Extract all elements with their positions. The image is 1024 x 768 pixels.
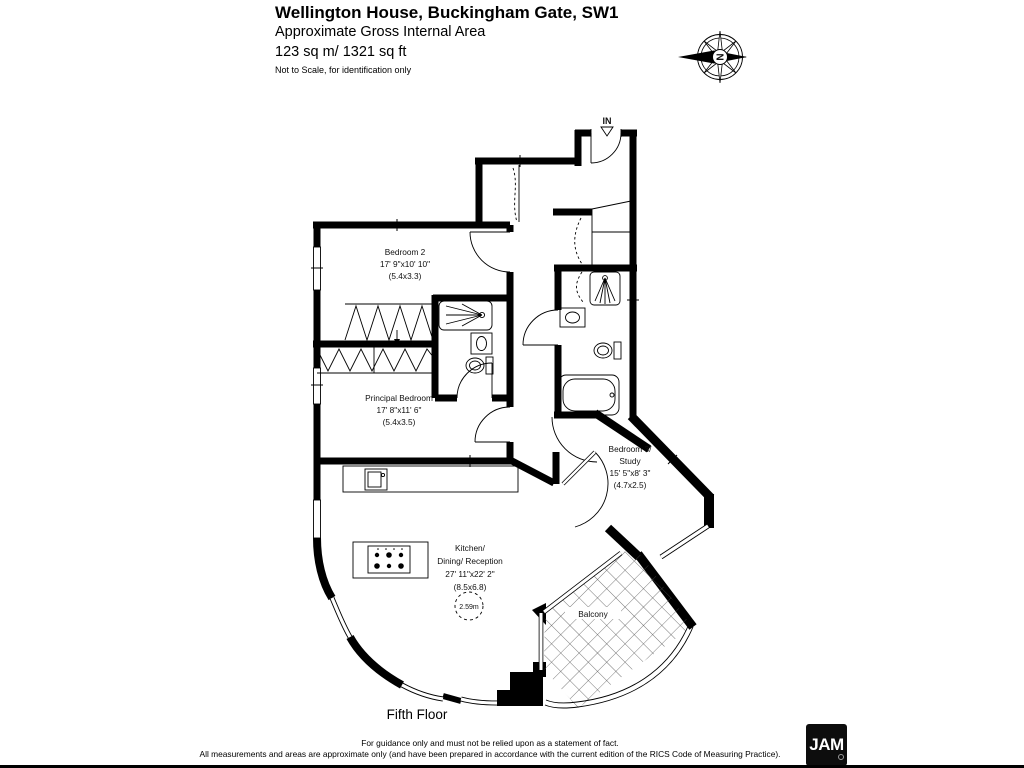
bedroom2-dims-m: (5.4x3.3) [388, 271, 422, 281]
balcony-label: Balcony [578, 609, 608, 619]
entrance-label: IN [602, 116, 612, 126]
hob-icon [368, 546, 410, 573]
bedroom3-label2: Study [619, 456, 641, 466]
kitchen-label2: Dining/ Reception [437, 556, 503, 566]
dimension-ticks [311, 155, 677, 467]
bathroom-fixtures [559, 272, 621, 415]
footer-line1: For guidance only and must not be relied upon as a statement of fact. [361, 738, 619, 748]
header-subtitle: Approximate Gross Internal Area [275, 24, 486, 41]
balcony-area [541, 551, 693, 708]
hob-burners [374, 548, 404, 569]
shower-tray-icon [439, 301, 492, 330]
page-title: Wellington House, Buckingham Gate, SW1 [275, 3, 619, 22]
compass-rose [678, 31, 747, 83]
ensuite-fixtures [439, 301, 493, 374]
entrance-arrow-icon [601, 127, 613, 136]
bedroom2-label: Bedroom 2 [384, 247, 426, 257]
kitchen-dims-ft: 27' 11"x22' 2" [445, 569, 495, 579]
bedroom2-dims-ft: 17' 9"x10' 10" [379, 259, 431, 269]
bedroom3-dims-m: (4.7x2.5) [613, 480, 647, 490]
toilet-icon [614, 342, 621, 359]
header-note: Not to Scale, for identification only [275, 65, 412, 76]
wardrobe-bedroom2 [345, 304, 434, 342]
registered-mark-icon [838, 754, 844, 760]
sink-icon [560, 308, 585, 327]
principal-bedroom-dims-m: (5.4x3.5) [382, 417, 416, 427]
principal-bedroom-label: Principal Bedroom [365, 393, 433, 403]
ceiling-height-label: 2.59m [459, 604, 479, 611]
bedroom3-label: Bedroom 3/ [608, 444, 652, 454]
header-area: 123 sq m/ 1321 sq ft [275, 43, 407, 60]
footer-line2: All measurements and areas are approximate only (and have been prepared in accordance with the current edition of the RICS Code of Measuring Practice). [199, 749, 781, 760]
entrance [601, 116, 613, 136]
jam-logo [806, 724, 847, 766]
jam-logo-text: JAM [809, 735, 844, 754]
kitchen-dims-m: (8.5x6.8) [453, 582, 487, 592]
bedroom3-dims-ft: 15' 5"x8' 3" [609, 468, 651, 478]
wall-corner-blocks [497, 603, 546, 706]
footer-disclaimer [100, 738, 880, 761]
compass-north-label: N [715, 53, 727, 61]
floor-label: Fifth Floor [386, 707, 448, 722]
kitchen-counter [343, 466, 518, 492]
wardrobe-principal [317, 347, 434, 373]
closets [513, 165, 631, 302]
principal-bedroom-dims-ft: 17' 8"x11' 6" [376, 405, 422, 415]
kitchen-label: Kitchen/ [455, 543, 485, 553]
